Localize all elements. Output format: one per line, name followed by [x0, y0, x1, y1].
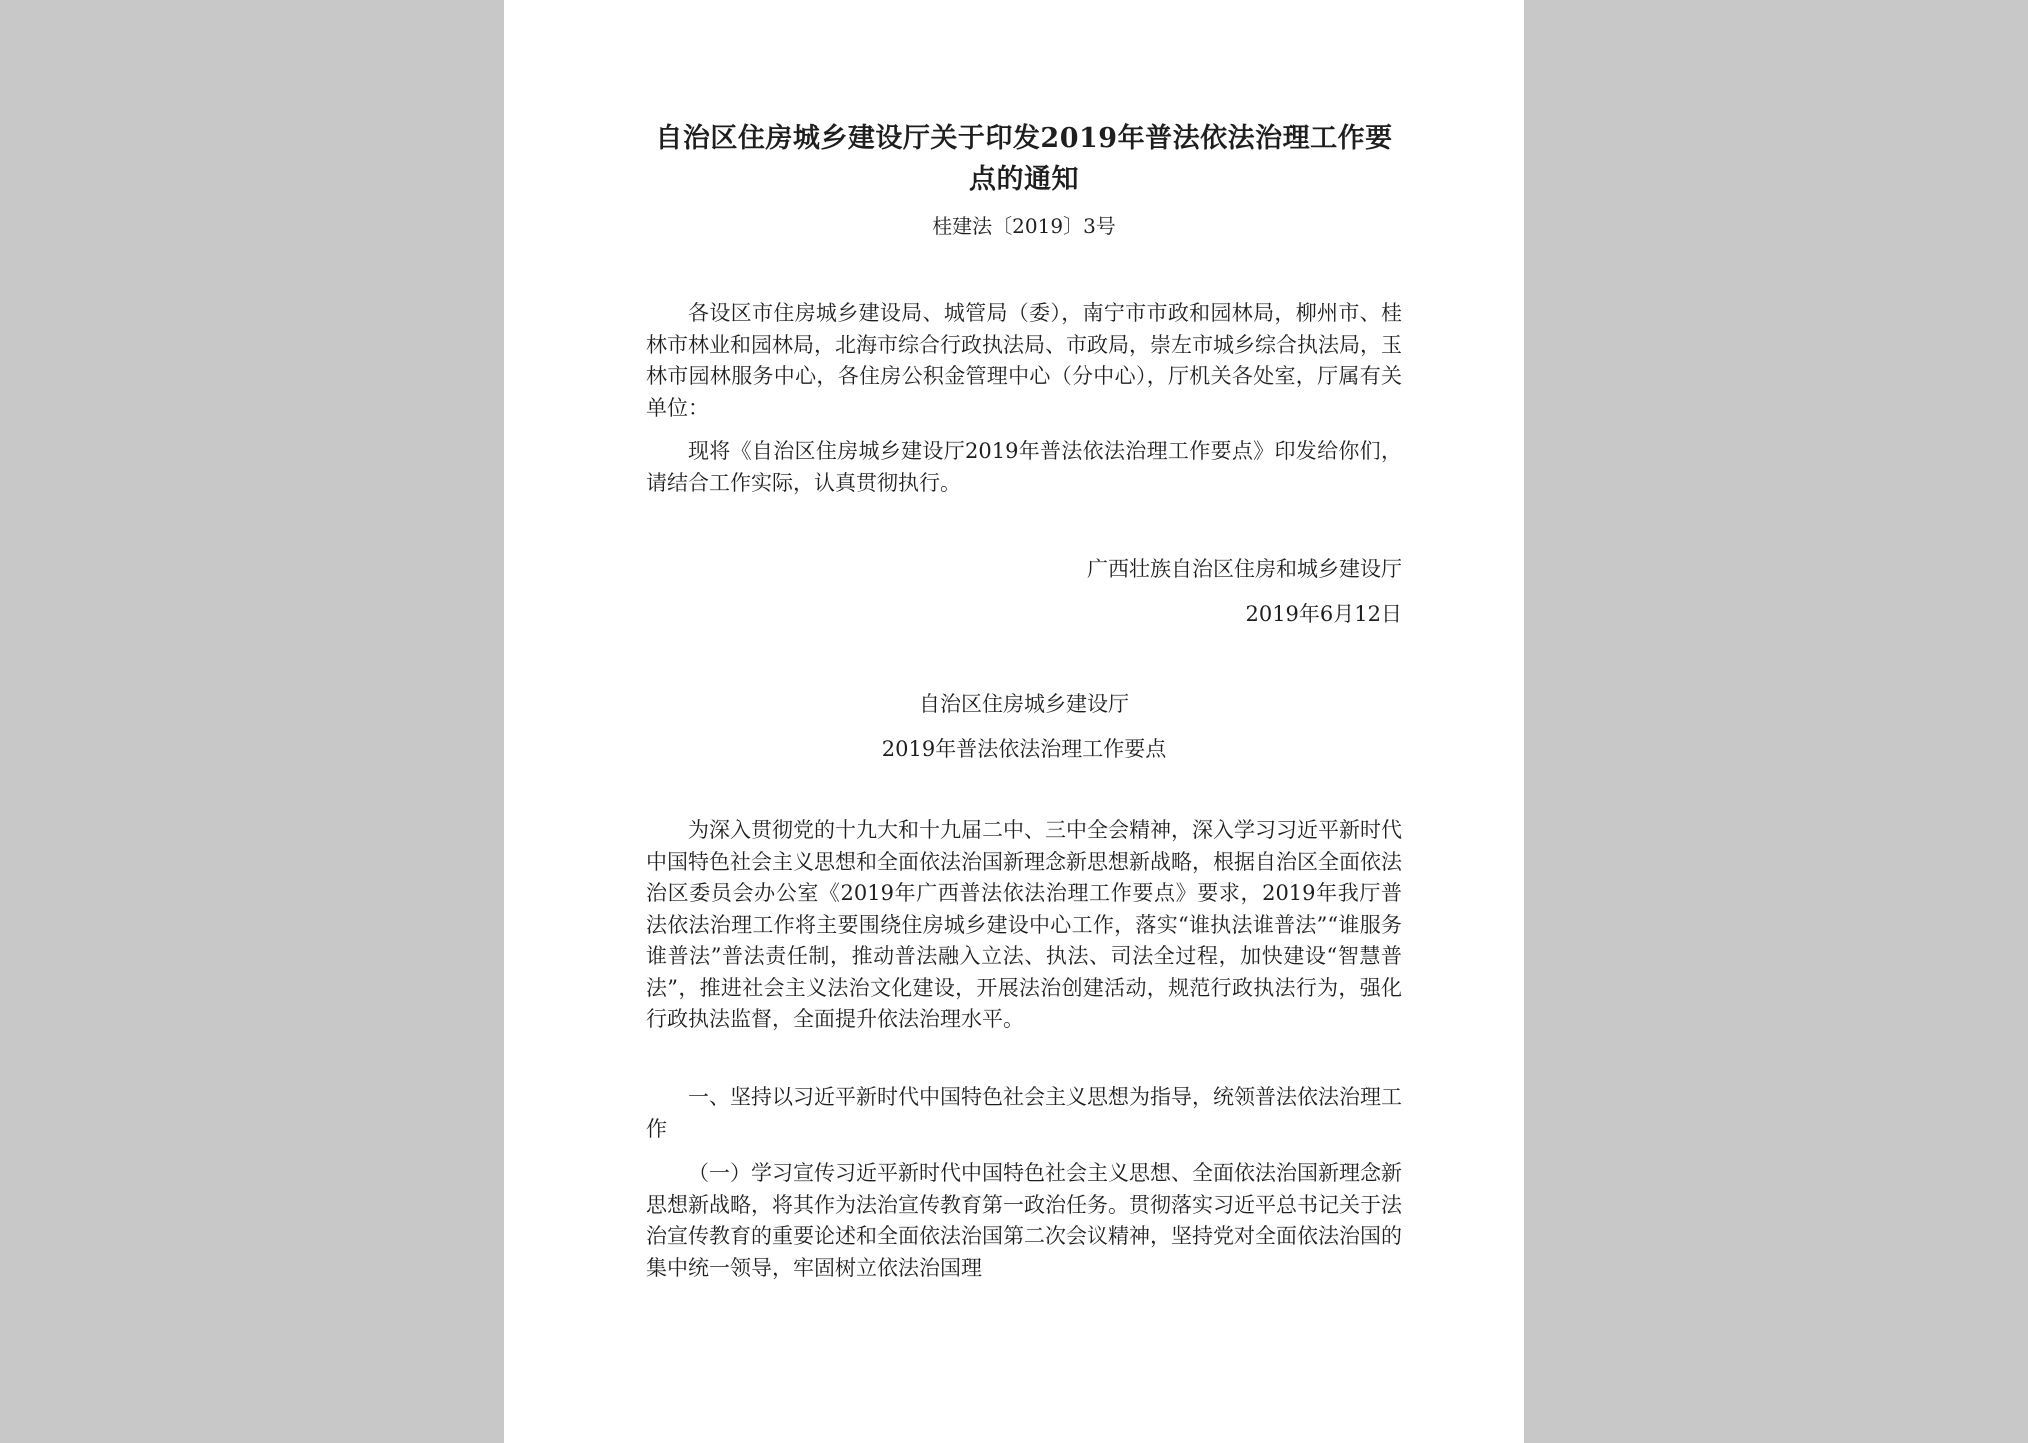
issuer-signature: 广西壮族自治区住房和城乡建设厅: [1087, 557, 1402, 581]
attachment-title-line-2: 2019年普法依法治理工作要点: [881, 737, 1167, 761]
recipients-paragraph: 各设区市住房城乡建设局、城管局（委），南宁市市政和园林局，柳州市、桂林市林业和园林局，北海市综合行政执法局、市政局，崇左市城乡综合执法局，玉林市园林服务中心，各住房公积金管理中心（分中心），厅机关各处室，厅属有关单位：: [646, 301, 1402, 420]
issue-date: 2019年6月12日: [1245, 602, 1402, 626]
intro-paragraph: 为深入贯彻党的十九大和十九届二中、三中全会精神，深入学习习近平新时代中国特色社会主义思想和全面依法治国新理念新思想新战略，根据自治区全面依法治区委员会办公室《2019年广西普法依法治理工作要点》要求，2019年我厅普法依法治理工作将主要围绕住房城乡建设中心工作，落实“谁执法谁普法”“谁服务谁普法”普法责任制，推动普法融入立法、执法、司法全过程，加快建设“智慧普法”，推进社会主义法治文化建设，开展法治创建活动，规范行政执法行为，强化行政执法监督，全面提升依法治理水平。: [646, 818, 1402, 1031]
section-1-heading: 一、坚持以习近平新时代中国特色社会主义思想为指导，统领普法依法治理工作: [646, 1085, 1402, 1141]
notice-body-paragraph: 现将《自治区住房城乡建设厅2019年普法依法治理工作要点》印发给你们，请结合工作实际，认真贯彻执行。: [646, 439, 1402, 495]
document-number: 桂建法〔2019〕3号: [932, 214, 1116, 238]
attachment-title-line-1: 自治区住房城乡建设厅: [919, 692, 1129, 716]
document-title: 自治区住房城乡建设厅关于印发2019年普法依法治理工作要点的通知: [655, 123, 1393, 195]
section-1-1-paragraph: （一）学习宣传习近平新时代中国特色社会主义思想、全面依法治国新理念新思想新战略，将其作为法治宣传教育第一政治任务。贯彻落实习近平总书记关于法治宣传教育的重要论述和全面依法治国第二次会议精神，坚持党对全面依法治国的集中统一领导，牢固树立依法治国理: [646, 1161, 1402, 1280]
document-page: [504, 0, 1524, 1443]
